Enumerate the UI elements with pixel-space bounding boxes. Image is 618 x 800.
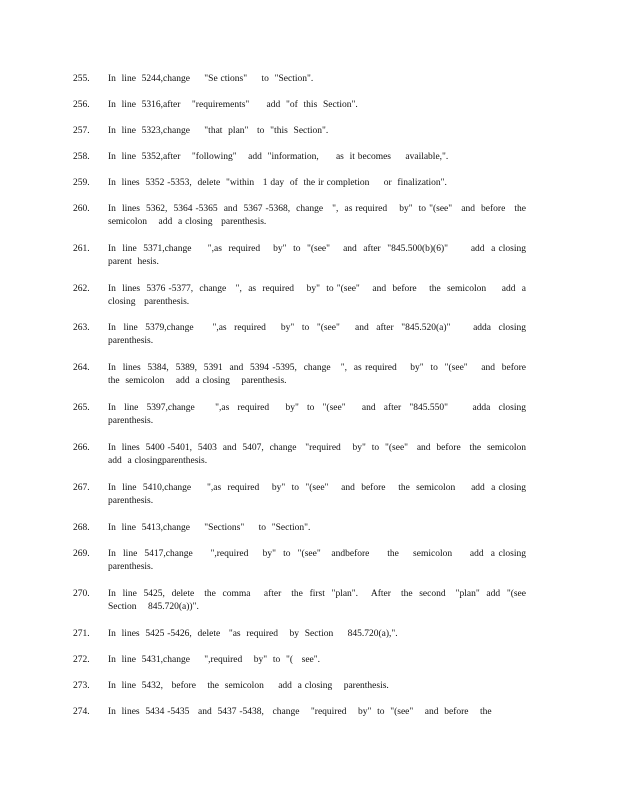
item-text: In lines 5434 -5435 and 5437 -5438, change "required by" to "(see" and before the: [108, 707, 492, 717]
item-number: 260.: [73, 204, 90, 214]
item-number: 257.: [73, 126, 90, 136]
item-number: 266.: [73, 443, 90, 453]
item-text: In line 5316,after "requirements" add "of this Section".: [108, 100, 358, 110]
item-text: In line 5431,change ",required by" to "( see".: [108, 655, 321, 665]
item-text: In line 5323,change "that plan" to "this Section".: [108, 126, 329, 136]
item-text: In line 5417,change ",required by" to "(see" andbefore the semicolon add a closing parenthesis.: [108, 549, 535, 572]
item-text: In lines 5352 -5353, delete "within 1 day of the ir completion or finalization".: [108, 178, 447, 188]
item-text: In lines 5384, 5389, 5391 and 5394 -5395, change ", as required by" to "(see" and before the semicolon add a closing parenthesis.: [108, 363, 535, 386]
item-number: 265.: [73, 403, 90, 413]
item-text: In lines 5400 -5401, 5403 and 5407, change "required by" to "(see" and before the semicolon add a closingparenthesis.: [108, 443, 538, 466]
item-text: In line 5379,change ",as required by" to "(see" and after "845.520(a)" adda closing parenthesis.: [108, 323, 535, 346]
item-number: 270.: [73, 589, 90, 599]
item-text: In line 5410,change ",as required by" to "(see" and before the semicolon add a closing parenthesis.: [108, 483, 535, 506]
item-number: 268.: [73, 523, 90, 533]
item-number: 273.: [73, 681, 90, 691]
item-number: 263.: [73, 323, 90, 333]
item-number: 259.: [73, 178, 90, 188]
item-number: 256.: [73, 100, 90, 110]
item-text: In line 5371,change ",as required by" to "(see" and after "845.500(b)(6)" add a closing parent hesis.: [108, 244, 535, 267]
item-number: 269.: [73, 549, 90, 559]
item-text: In lines 5425 -5426, delete "as required by Section 845.720(a),".: [108, 629, 398, 639]
item-number: 261.: [73, 244, 90, 254]
item-number: 255.: [73, 74, 90, 84]
item-text: In line 5425, delete the comma after the first "plan". After the second "plan" add "(see Section 845.720(a))".: [108, 589, 532, 612]
item-text: In lines 5362, 5364 -5365 and 5367 -5368, change ", as required by" to "(see" and before the semicolon add a closing parenthesis.: [108, 204, 532, 227]
item-number: 267.: [73, 483, 90, 493]
item-text: In line 5244,change "Se ctions" to "Section".: [108, 74, 314, 84]
item-number: 271.: [73, 629, 90, 639]
item-text: In line 5432, before the semicolon add a closing parenthesis.: [108, 681, 389, 691]
item-number: 272.: [73, 655, 90, 665]
item-text: In line 5397,change ",as required by" to "(see" and after "845.550" adda closing parenthesis.: [108, 403, 535, 426]
item-text: In line 5352,after "following" add "information, as it becomes available,".: [108, 152, 449, 162]
item-number: 262.: [73, 284, 90, 294]
item-text: In lines 5376 -5377, change ", as required by" to "(see" and before the semicolon add a closing parenthesis.: [108, 284, 532, 307]
item-number: 274.: [73, 707, 90, 717]
item-text: In line 5413,change "Sections" to "Section".: [108, 523, 311, 533]
item-number: 258.: [73, 152, 90, 162]
item-number: 264.: [73, 363, 90, 373]
